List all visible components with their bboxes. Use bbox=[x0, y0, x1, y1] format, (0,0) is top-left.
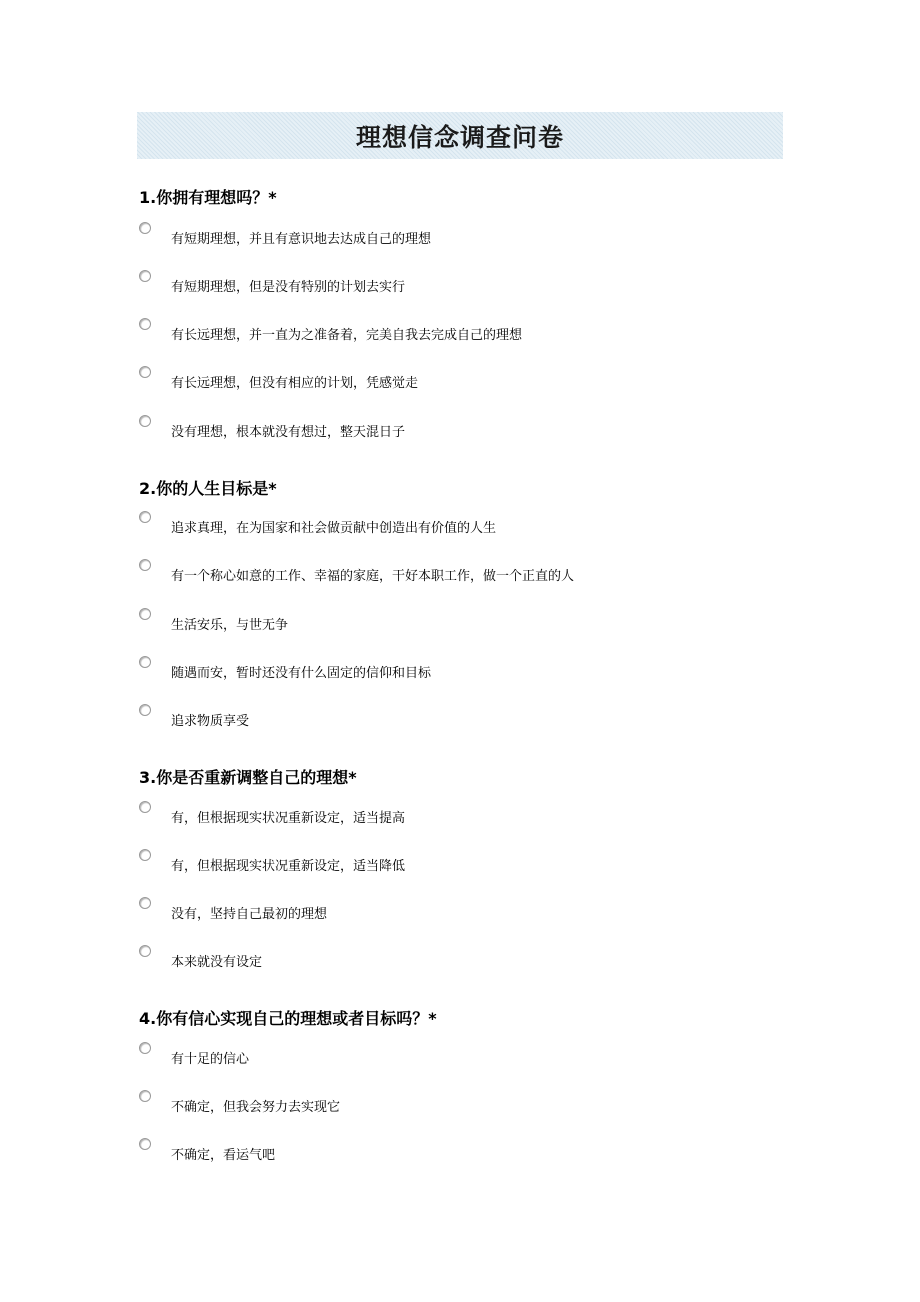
option-label: 本来就没有设定 bbox=[171, 955, 263, 970]
radio-button[interactable] bbox=[139, 415, 151, 427]
question-3-label: 3.你是否重新调整自己的理想* bbox=[139, 768, 357, 787]
option-label: 有，但根据现实状况重新设定，适当降低 bbox=[171, 859, 406, 874]
question-2-option-5[interactable] bbox=[139, 704, 839, 728]
question-1-option-3[interactable] bbox=[139, 318, 839, 342]
option-label: 有短期理想，但是没有特别的计划去实行 bbox=[171, 280, 406, 295]
option-label: 不确定，但我会努力去实现它 bbox=[171, 1100, 341, 1115]
radio-button[interactable] bbox=[139, 318, 151, 330]
question-3-option-4[interactable] bbox=[139, 945, 839, 969]
option-label: 生活安乐，与世无争 bbox=[171, 618, 289, 633]
radio-button[interactable] bbox=[139, 222, 151, 234]
page-title: 理想信念调查问卷 bbox=[355, 122, 564, 152]
option-label: 没有理想，根本就没有想过，整天混日子 bbox=[171, 425, 406, 440]
radio-button[interactable] bbox=[139, 704, 151, 716]
radio-button[interactable] bbox=[139, 801, 151, 813]
question-1-option-4[interactable] bbox=[139, 366, 839, 390]
question-2-option-3[interactable] bbox=[139, 608, 839, 632]
option-label: 有短期理想，并且有意识地去达成自己的理想 bbox=[171, 232, 432, 247]
question-4-label: 4.你有信心实现自己的理想或者目标吗？* bbox=[139, 1009, 437, 1028]
option-label: 不确定，看运气吧 bbox=[171, 1148, 276, 1163]
radio-button[interactable] bbox=[139, 366, 151, 378]
question-4-option-1[interactable] bbox=[139, 1042, 839, 1066]
option-label: 有长远理想，并一直为之准备着，完美自我去完成自己的理想 bbox=[171, 328, 523, 343]
radio-button[interactable] bbox=[139, 1090, 151, 1102]
option-label: 有，但根据现实状况重新设定，适当提高 bbox=[171, 811, 406, 826]
question-2-option-2[interactable] bbox=[139, 559, 839, 583]
question-2-option-4[interactable] bbox=[139, 656, 839, 680]
question-1-option-2[interactable] bbox=[139, 270, 839, 294]
question-4-option-3[interactable] bbox=[139, 1138, 839, 1162]
option-label: 追求物质享受 bbox=[171, 714, 250, 729]
question-1-option-1[interactable] bbox=[139, 222, 839, 246]
radio-button[interactable] bbox=[139, 1138, 151, 1150]
option-label: 随遇而安，暂时还没有什么固定的信仰和目标 bbox=[171, 666, 432, 681]
question-1-option-5[interactable] bbox=[139, 415, 839, 439]
radio-button[interactable] bbox=[139, 849, 151, 861]
radio-button[interactable] bbox=[139, 945, 151, 957]
option-label: 有长远理想，但没有相应的计划，凭感觉走 bbox=[171, 376, 419, 391]
title-banner bbox=[137, 112, 783, 159]
question-2-option-1[interactable] bbox=[139, 511, 839, 535]
radio-button[interactable] bbox=[139, 656, 151, 668]
option-label: 有一个称心如意的工作、幸福的家庭，干好本职工作，做一个正直的人 bbox=[171, 569, 575, 584]
question-3-option-2[interactable] bbox=[139, 849, 839, 873]
radio-button[interactable] bbox=[139, 608, 151, 620]
radio-button[interactable] bbox=[139, 511, 151, 523]
option-label: 没有，坚持自己最初的理想 bbox=[171, 907, 328, 922]
option-label: 追求真理，在为国家和社会做贡献中创造出有价值的人生 bbox=[171, 521, 497, 536]
question-3-option-3[interactable] bbox=[139, 897, 839, 921]
question-3-option-1[interactable] bbox=[139, 801, 839, 825]
question-1-label: 1.你拥有理想吗？* bbox=[139, 188, 277, 207]
radio-button[interactable] bbox=[139, 270, 151, 282]
option-label: 有十足的信心 bbox=[171, 1052, 250, 1067]
radio-button[interactable] bbox=[139, 897, 151, 909]
question-4-option-2[interactable] bbox=[139, 1090, 839, 1114]
radio-button[interactable] bbox=[139, 1042, 151, 1054]
radio-button[interactable] bbox=[139, 559, 151, 571]
question-2-label: 2.你的人生目标是* bbox=[139, 479, 277, 498]
